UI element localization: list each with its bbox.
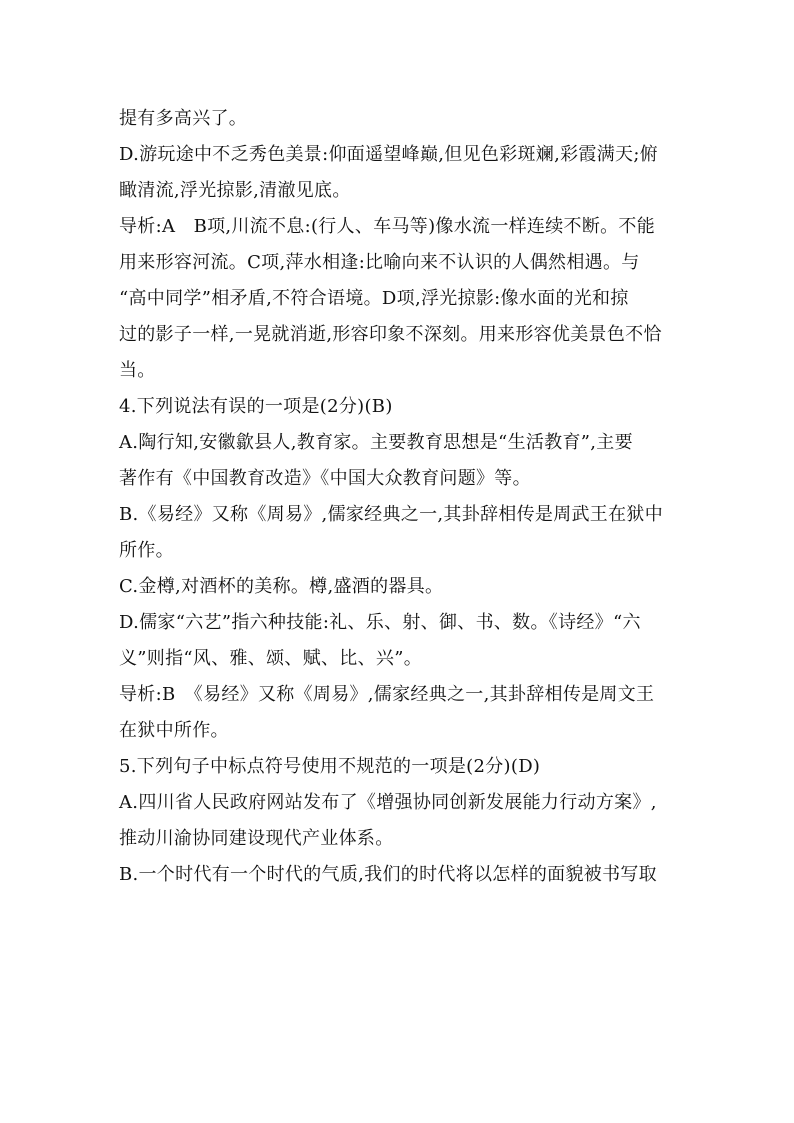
option-line: 义”则指“风、雅、颂、赋、比、兴”。: [119, 648, 423, 669]
option-line: C.金樽,对酒杯的美称。樽,盛酒的器具。: [119, 576, 444, 597]
option-line: A.陶行知,安徽歙县人,教育家。主要教育思想是“生活教育”,主要: [119, 432, 633, 453]
text-line: 提有多高兴了。: [119, 108, 248, 129]
option-line: 推动川渝协同建设现代产业体系。: [119, 828, 394, 849]
text-line: 瞰清流,浮光掠影,清澈见底。: [119, 180, 351, 201]
text-line: 用来形容河流。C项,萍水相逢:比喻向来不认识的人偶然相遇。与: [119, 252, 640, 273]
document-body: [119, 101, 679, 893]
analysis-line: 在狱中所作。: [119, 720, 229, 741]
question-heading: 5.下列句子中标点符号使用不规范的一项是(2分)(D): [119, 756, 541, 777]
text-line: 导析:A B项,川流不息:(行人、车马等)像水流一样连续不断。不能: [119, 216, 656, 237]
text-line: 当。: [119, 360, 156, 381]
text-line: D.游玩途中不乏秀色美景:仰面遥望峰巅,但见色彩斑斓,彩霞满天;俯: [119, 144, 658, 165]
option-line: D.儒家“六艺”指六种技能:礼、乐、射、御、书、数。《诗经》“六: [119, 612, 641, 633]
text-line: 过的影子一样,一晃就消逝,形容印象不深刻。用来形容优美景色不恰: [119, 324, 662, 345]
question-heading: 4.下列说法有误的一项是(2分)(B): [119, 396, 393, 417]
option-line: A.四川省人民政府网站发布了《增强协同创新发展能力行动方案》,: [119, 792, 657, 813]
option-line: B.《易经》又称《周易》,儒家经典之一,其卦辞相传是周武王在狱中: [119, 504, 663, 525]
option-line: B.一个时代有一个时代的气质,我们的时代将以怎样的面貌被书写取: [119, 864, 657, 885]
text-line: “高中同学”相矛盾,不符合语境。D项,浮光掠影:像水面的光和掠: [119, 288, 629, 309]
analysis-line: 导析:B 《易经》又称《周易》,儒家经典之一,其卦辞相传是周文王: [119, 684, 655, 705]
option-line: 著作有《中国教育改造》《中国大众教育问题》等。: [119, 468, 531, 489]
option-line: 所作。: [119, 540, 174, 561]
